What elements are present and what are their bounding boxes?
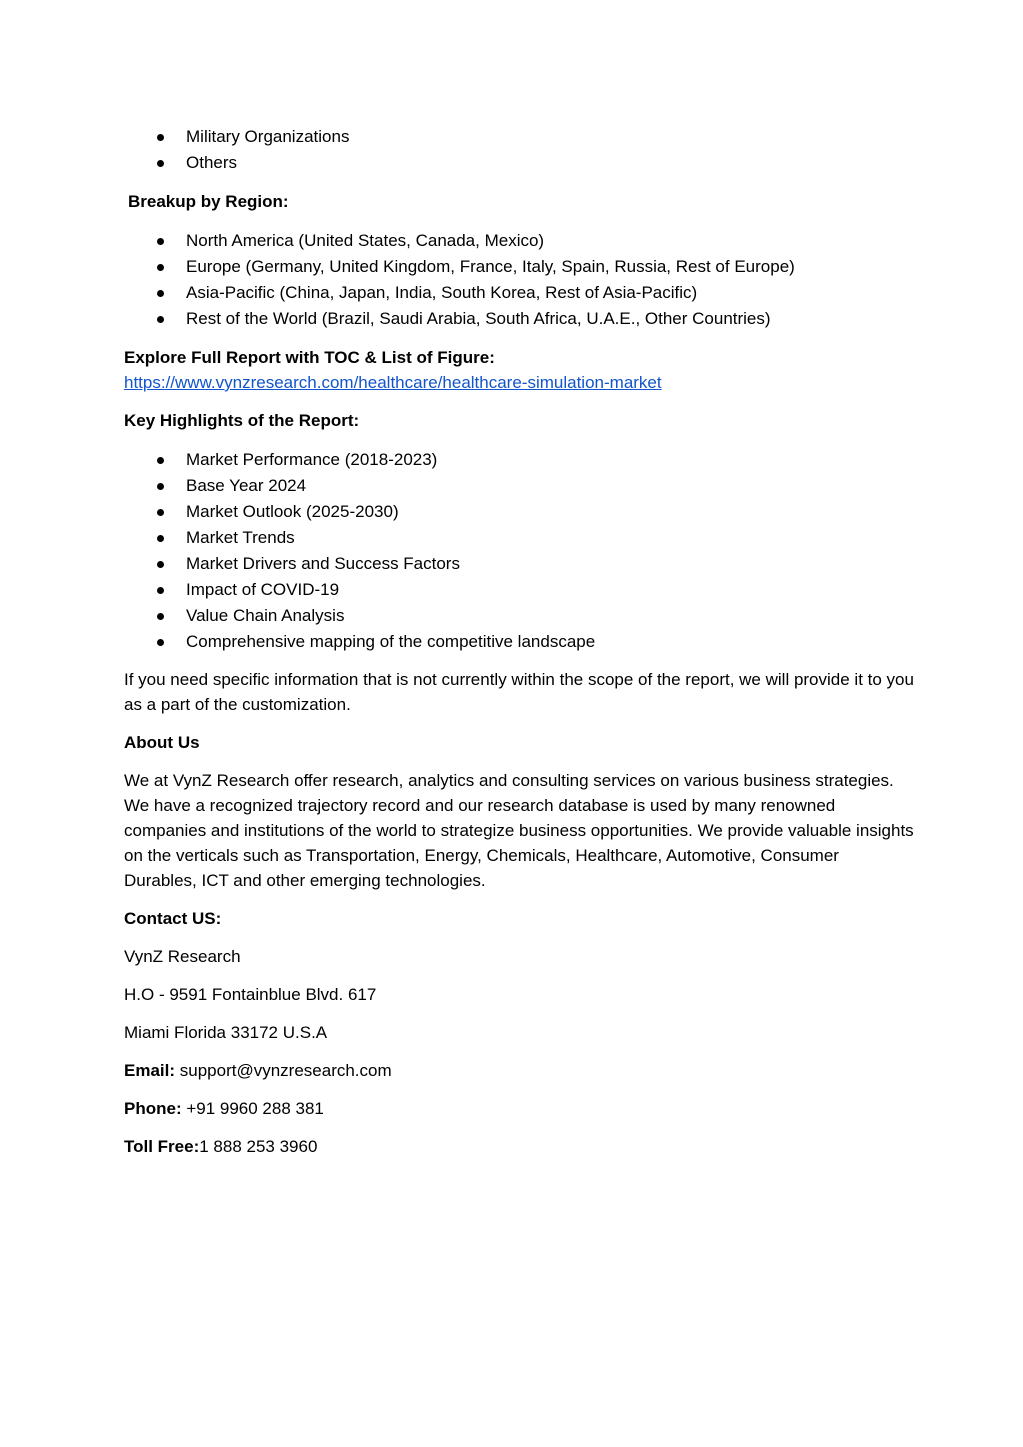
region-heading: Breakup by Region: bbox=[128, 192, 289, 211]
list-item: Military Organizations bbox=[124, 124, 904, 150]
contact-toll-free bbox=[124, 1134, 904, 1159]
report-link[interactable]: https://www.vynzresearch.com/healthcare/healthcare-simulation-market bbox=[124, 373, 662, 392]
list-item: North America (United States, Canada, Mexico) bbox=[124, 228, 904, 254]
contact-email bbox=[124, 1058, 904, 1083]
about-text: We at VynZ Research offer research, analytics and consulting services on various business strategies. We have a recognized trajectory record and our research database is used by many renowned companies and institutions of the world to strategize business opportunities. We provide valuable insights on the verticals such as Transportation, Energy, Chemicals, Healthcare, Automotive, Consumer Durables, ICT and other emerging technologies. bbox=[124, 771, 914, 890]
contact-phone bbox=[124, 1096, 904, 1121]
email-value: support@vynzresearch.com bbox=[175, 1061, 392, 1080]
list-item: Comprehensive mapping of the competitive landscape bbox=[124, 629, 904, 655]
document-page bbox=[124, 124, 914, 1159]
list-item: Market Trends bbox=[124, 525, 904, 551]
toll-free-value: 1 888 253 3960 bbox=[199, 1137, 318, 1156]
list-item: Impact of COVID-19 bbox=[124, 577, 904, 603]
contact-address-line1: H.O - 9591 Fontainblue Blvd. 617 bbox=[124, 985, 377, 1004]
explore-heading: Explore Full Report with TOC & List of Figure: bbox=[124, 348, 495, 367]
list-item: Market Performance (2018-2023) bbox=[124, 447, 904, 473]
about-heading: About Us bbox=[124, 733, 200, 752]
list-item: Market Drivers and Success Factors bbox=[124, 551, 904, 577]
customization-note: If you need specific information that is not currently within the scope of the report, we will provide it to you as a part of the customization. bbox=[124, 670, 914, 714]
phone-value: +91 9960 288 381 bbox=[181, 1099, 324, 1118]
toll-free-label: Toll Free: bbox=[124, 1137, 200, 1156]
segment-list-top bbox=[124, 124, 904, 176]
email-label: Email: bbox=[124, 1061, 176, 1080]
list-item: Base Year 2024 bbox=[124, 473, 904, 499]
highlights-list bbox=[124, 447, 904, 655]
list-item: Rest of the World (Brazil, Saudi Arabia, South Africa, U.A.E., Other Countries) bbox=[124, 306, 904, 332]
contact-address-line2: Miami Florida 33172 U.S.A bbox=[124, 1023, 328, 1042]
contact-company: VynZ Research bbox=[124, 947, 241, 966]
list-item: Value Chain Analysis bbox=[124, 603, 904, 629]
contact-heading: Contact US: bbox=[124, 909, 222, 928]
list-item: Market Outlook (2025-2030) bbox=[124, 499, 904, 525]
list-item: Others bbox=[124, 150, 904, 176]
region-list bbox=[124, 228, 904, 332]
phone-label: Phone: bbox=[124, 1099, 182, 1118]
list-item: Europe (Germany, United Kingdom, France, Italy, Spain, Russia, Rest of Europe) bbox=[124, 254, 904, 280]
list-item: Asia-Pacific (China, Japan, India, South Korea, Rest of Asia-Pacific) bbox=[124, 280, 904, 306]
highlights-heading: Key Highlights of the Report: bbox=[124, 411, 360, 430]
